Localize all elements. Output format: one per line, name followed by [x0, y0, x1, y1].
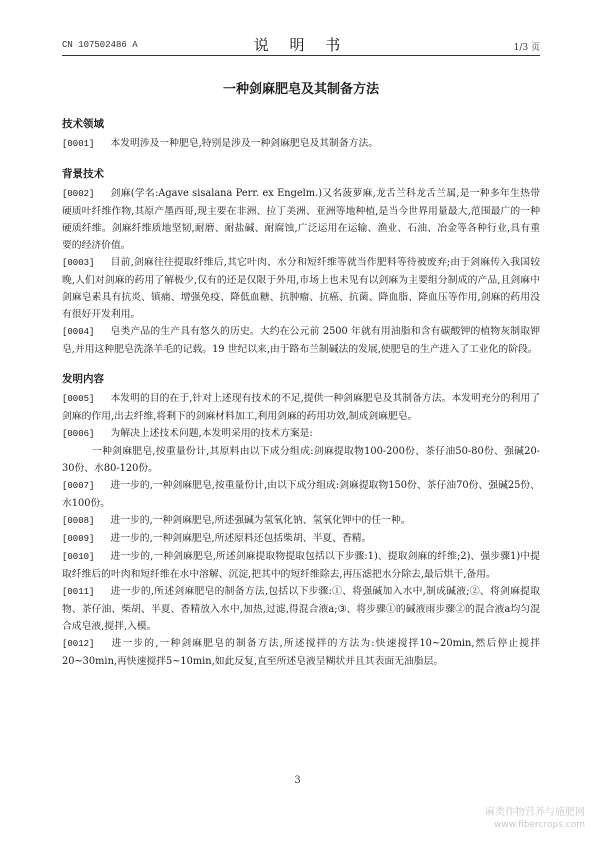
paragraph-text: 剑麻(学名:Agave sisalana Perr. ex Engelm.)又名菠萝麻,龙舌兰科龙舌兰属,是一种多年生热带硬质叶纤维作物,其原产墨西哥,现主要在非洲、拉丁美洲、亚洲等地种植,是当今世界用量最大,范围最广的一种硬质纤维。剑麻纤维质地坚韧,耐磨、耐盐碱、耐腐蚀,广泛运用在运输、渔业、石油、冶金等各种行业,具有重要的经济价值。 [62, 188, 540, 251]
document-type-title: 说 明 书 [253, 36, 349, 54]
publication-number: CN 107502486 A [62, 40, 138, 50]
paragraph-number: [0008] [62, 516, 95, 526]
paragraph [62, 323, 540, 358]
paragraph-text: 为解决上述技术问题,本发明采用的技术方案是: [110, 428, 313, 439]
section-invention-content [62, 372, 540, 670]
paragraph-number: [0006] [62, 429, 95, 439]
paragraph-number: [0001] [62, 139, 95, 149]
paragraph-text: 进一步的,一种剑麻肥皂,所述强碱为氢氧化钠、氢氧化钾中的任一种。 [110, 515, 411, 526]
paragraph-text: 本发明涉及一种肥皂,特别是涉及一种剑麻肥皂及其制备方法。 [110, 138, 379, 149]
paragraph-text: 皂类产品的生产具有悠久的历史。大约在公元前 2500 年就有用油脂和含有碳酸钾的植物灰制取钾皂,并用这种肥皂洗涤羊毛的记载。19 世纪以来,由于路布兰制碱法的发展,使肥皂的生产进入了工业化的阶段。 [62, 326, 540, 355]
paragraph-number: [0012] [62, 639, 95, 649]
paragraph [62, 425, 540, 443]
section-technical-field [62, 117, 540, 153]
invention-title: 一种剑麻肥皂及其制备方法 [222, 82, 379, 97]
paragraph-text: 进一步的,一种剑麻肥皂,按重量份计,由以下成分组成:剑麻提取物150份、茶仔油70份、强碱25份、水100份。 [62, 480, 540, 509]
paragraph [62, 477, 540, 512]
paragraph-text: 进一步的,一种剑麻肥皂,所述原料还包括柴胡、半夏、香精。 [110, 533, 372, 544]
paragraph [62, 583, 540, 635]
paragraph-text: 进一步的,所述剑麻肥皂的制备方法,包括以下步骤:①、将强碱加入水中,制成碱液;②、将剑麻提取物、茶仔油、柴胡、半夏、香精放入水中,加热,过滤,得混合液a;③、将步骤①的碱液雨步骤②的混合液a均匀混合成皂液,搅拌,入模。 [62, 586, 540, 632]
paragraph [62, 635, 540, 670]
paragraph-number: [0010] [62, 552, 95, 562]
paragraph-text: 目前,剑麻往往提取纤维后,其它叶肉、水分和短纤维等就当作肥料等待被废弃;由于剑麻传入我国较晚,人们对剑麻的药用了解极少,仅有的还是仅限于外用,市场上也未见有以剑麻为主要组分制成的产品,且剑麻中剑麻皂素具有抗炎、镇痛、增强免疫、降低血糖、抗肿瘤、抗癌、抗菌、降血脂、降血压等作用,剑麻的药用没有很好开发利用。 [62, 257, 540, 320]
paragraph-number: [0007] [62, 481, 95, 491]
paragraph-text: 一种剑麻肥皂,按重量份计,其原料由以下成分组成:剑麻提取物100-200份、茶仔油50-80份、强碱20-30份、水80-120份。 [62, 446, 540, 474]
paragraph-number: [0004] [62, 327, 95, 337]
paragraph [62, 390, 540, 425]
watermark-url: www.fibercrops.com [494, 820, 585, 830]
paragraph [62, 185, 540, 254]
paragraph-continuation [62, 443, 540, 477]
paragraph-number: [0002] [62, 189, 95, 199]
paragraph-number: [0005] [62, 394, 95, 404]
paragraph [62, 530, 540, 548]
page-number: 3 [294, 775, 301, 786]
section-background [62, 167, 540, 358]
page-header [62, 33, 540, 56]
paragraph [62, 254, 540, 323]
watermark [485, 806, 585, 832]
paragraph-number: [0003] [62, 258, 95, 268]
paragraph-text: 进一步的,一种剑麻肥皂,所述剑麻提取物提取包括以下步骤:1)、提取剑麻的纤维;2)、强步骤1)中提取纤维后的叶肉和短纤维在水中溶解、沉淀,把其中的短纤维除去,再压滤把水分除去,最后烘干,备用。 [62, 551, 540, 580]
section-heading: 技术领域 [62, 118, 104, 130]
watermark-site-name: 麻类作物营养与施肥网 [485, 807, 585, 818]
paragraph [62, 135, 540, 153]
paragraph-number: [0009] [62, 534, 95, 544]
paragraph-text: 本发明的目的在于,针对上述现有技术的不足,提供一种剑麻肥皂及其制备方法。本发明充分的利用了剑麻的作用,出去纤维,将剩下的剑麻材料加工,利用剑麻的药用功效,制成剑麻肥皂。 [62, 393, 540, 422]
paragraph-number: [0011] [62, 587, 95, 597]
page-indicator: 1/3 页 [513, 43, 540, 53]
paragraph [62, 548, 540, 583]
paragraph-text: 进一步的,一种剑麻肥皂的制备方法,所述搅拌的方法为:快速搅拌10~20min,然后停止搅拌20~30min,再快速搅拌5~10min,如此反复,直至所述皂液呈糊状并且其表面无油脂层。 [62, 638, 540, 667]
document-body [62, 78, 540, 670]
section-heading: 发明内容 [62, 373, 104, 385]
paragraph [62, 512, 540, 530]
section-heading: 背景技术 [62, 168, 104, 180]
